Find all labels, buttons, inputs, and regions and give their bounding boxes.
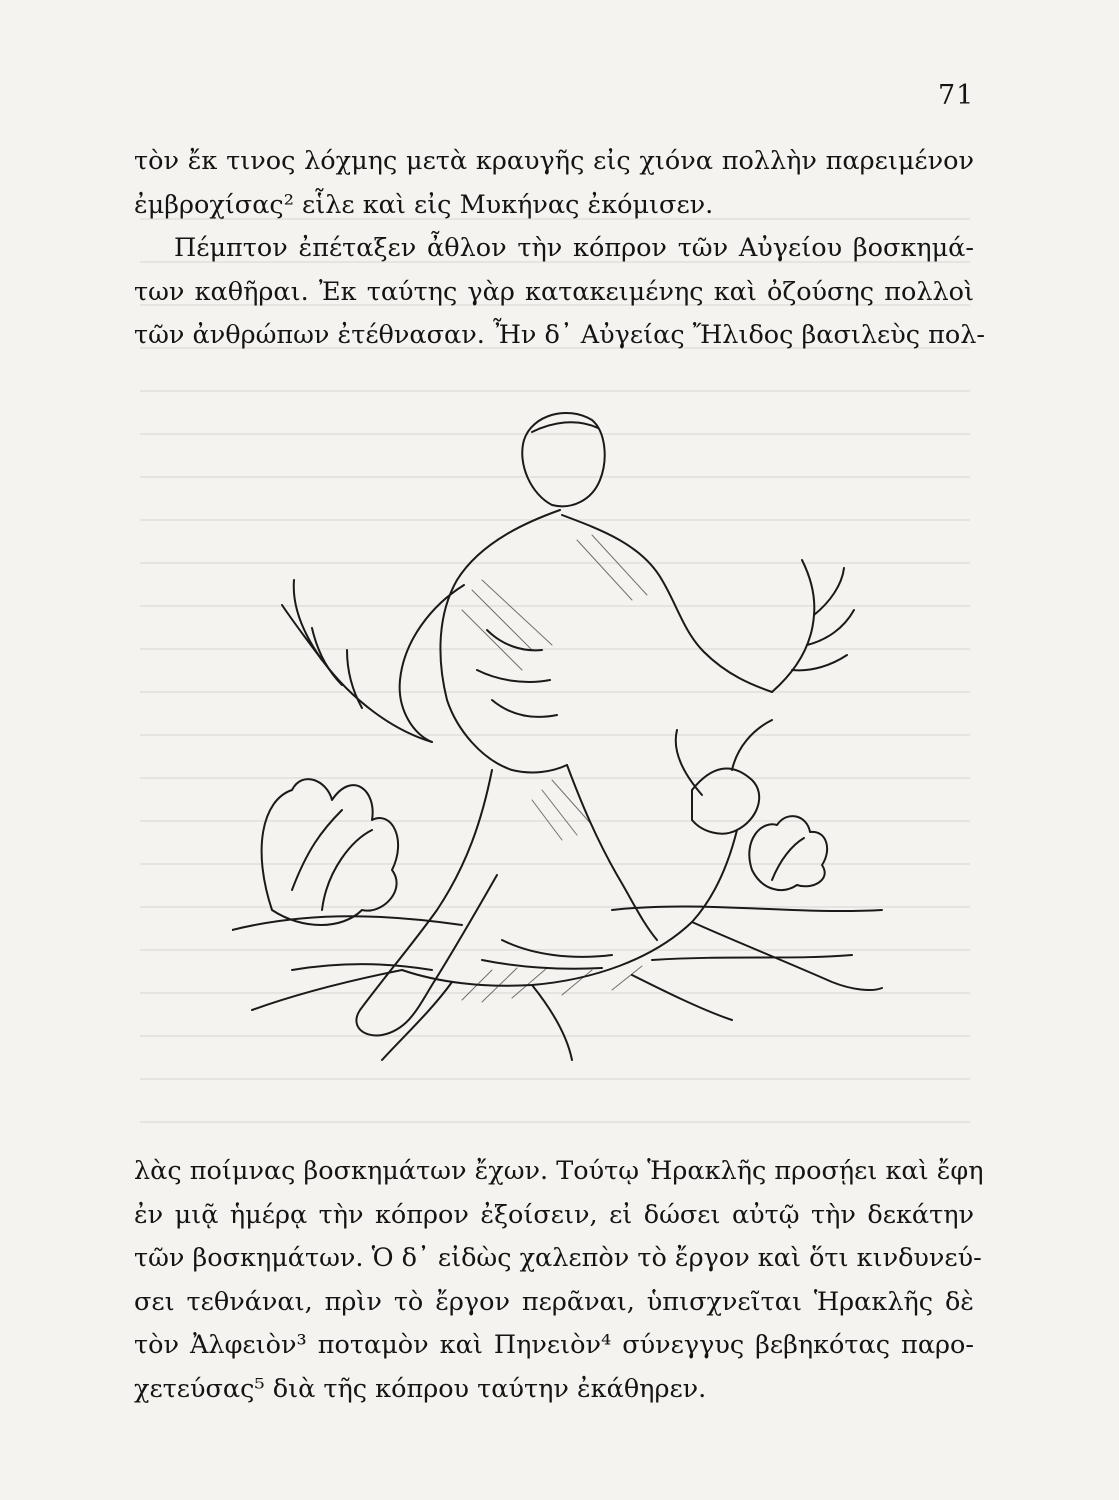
page-number: 71 (938, 80, 975, 111)
text-block-top (134, 140, 986, 358)
text-line: σει τεθνάναι, πρὶν τὸ ἔργον περᾶναι, ὑπισχνεῖται Ἡρακλῆς δὲ (134, 1286, 974, 1317)
antlers (282, 560, 854, 742)
hatching (462, 535, 647, 1002)
heracles-and-deer-illustration (232, 370, 892, 1110)
hero-figure (356, 413, 772, 1035)
left-shrub (262, 779, 398, 925)
text-line: τῶν ἀνθρώπων ἐτέθνασαν. Ἦν δ᾿ Αὐγείας Ἤλιδος βασιλεὺς πολ- (134, 320, 986, 350)
text-line: τὸν ἔκ τινος λόχμης μετὰ κραυγῆς εἰς χιόνα πολλὴν παρειμένον (134, 146, 974, 176)
text-line: Πέμπτον ἐπέταξεν ἆθλον τὴν κόπρον τῶν Αὐγείου βοσκημά- (174, 233, 974, 263)
text-line: των καθῆραι. Ἐκ ταύτης γὰρ κατακειμένης καὶ ὀζούσης πολλοὶ (134, 276, 974, 307)
text-block-bottom (134, 1150, 984, 1411)
text-line: τῶν βοσκημάτων. Ὁ δ᾿ εἰδὼς χαλεπὸν τὸ ἔργον καὶ ὅτι κινδυνεύ- (134, 1243, 982, 1273)
text-line: ἐμβροχίσας² εἷλε καὶ εἰς Μυκήνας ἐκόμισεν. (134, 189, 714, 220)
right-shrub (749, 816, 827, 890)
ground (232, 906, 882, 970)
text-line: ἐν μιᾷ ἡμέρᾳ τὴν κόπρον ἐξοίσειν, εἰ δώσει αὐτῷ τὴν δεκάτην (134, 1199, 974, 1230)
text-line: χετεύσας⁵ διὰ τῆς κόπρου ταύτην ἐκάθηρεν. (134, 1373, 707, 1404)
text-line: λὰς ποίμνας βοσκημάτων ἔχων. Τούτῳ Ἡρακλῆς προσῄει καὶ ἔφη (134, 1156, 984, 1186)
text-line: τὸν Ἀλφειὸν³ ποταμὸν καὶ Πηνειὸν⁴ σύνεγγυς βεβηκότας παρο- (134, 1330, 974, 1360)
